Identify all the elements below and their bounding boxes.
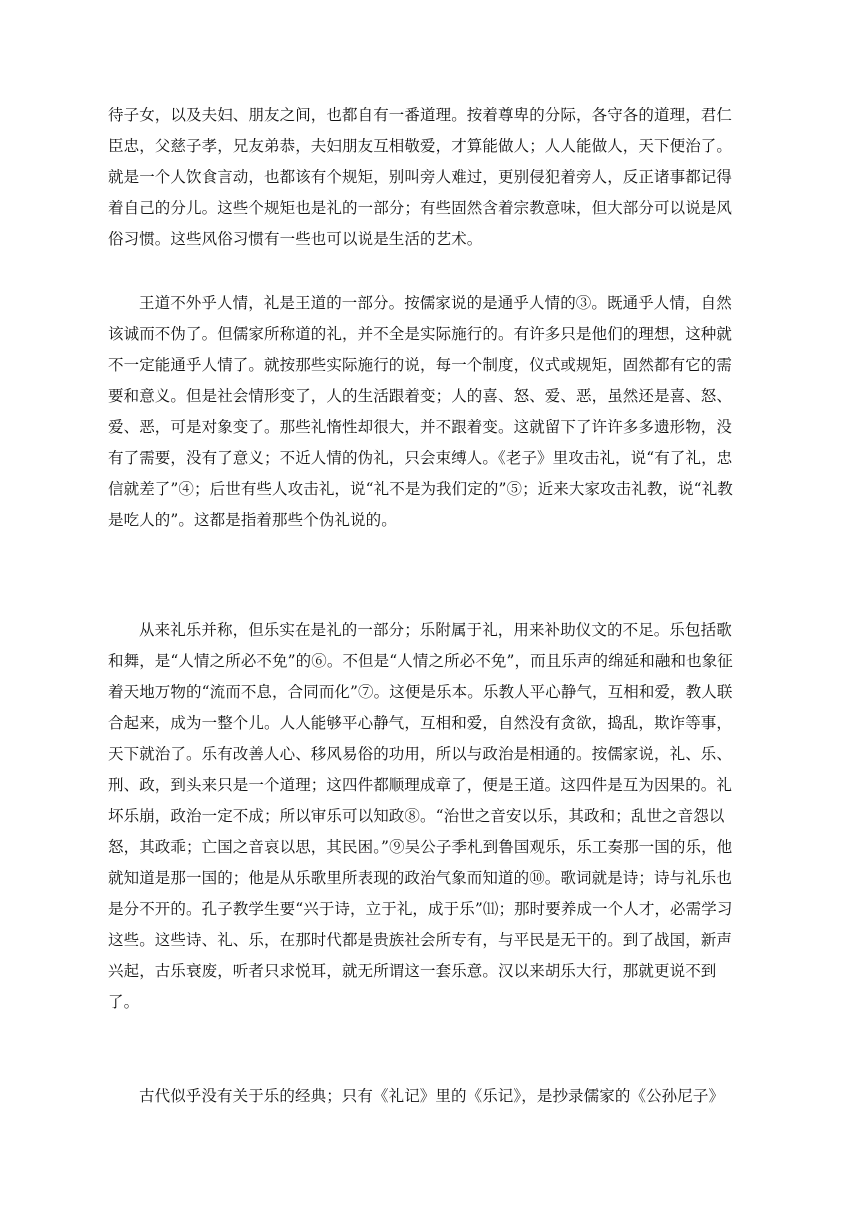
body-paragraph-4: 古代似乎没有关于乐的经典；只有《礼记》里的《乐记》，是抄录儒家的《公孙尼子》	[139, 1087, 725, 1105]
body-paragraph-1: 待子女，以及夫妇、朋友之间，也都自有一番道理。按着尊卑的分际，各守各的道理，君仁臣忠，父慈子孝，兄友弟恭，夫妇朋友互相敬爱，才算能做人；人人能做人，天下便治了。就是一个人饮食言动，也都该有个规矩，别叫旁人难过，更别侵犯着旁人，反正诸事都记得着自己的分儿。这些个规矩也是礼的一部分；有些固然含着宗教意味，但大部分可以说是风俗习惯。这些风俗习惯有一些也可以说是生活的艺术。	[108, 106, 733, 248]
body-paragraph-2: 王道不外乎人情，礼是王道的一部分。按儒家说的是通乎人情的③。既通乎人情，自然该诚而不伪了。但儒家所称道的礼，并不全是实际施行的。有许多只是他们的理想，这种就不一定能通乎人情了。就按那些实际施行的说，每一个制度，仪式或规矩，固然都有它的需要和意义。但是社会情形变了，人的生活跟着变；人的喜、怒、爱、恶，虽然还是喜、怒、爱、恶，可是对象变了。那些礼惰性却很大，并不跟着变。这就留下了许许多多遗形物，没有了需要，没有了意义；不近人情的伪礼，只会束缚人。《老子》里攻击礼，说“有了礼，忠信就差了”④；后世有些人攻击礼，说“礼不是为我们定的”⑤；近来大家攻击礼教，说“礼教是吃人的”。这都是指着那些个伪礼说的。	[108, 294, 733, 529]
body-paragraph-3: 从来礼乐并称，但乐实在是礼的一部分；乐附属于礼，用来补助仪文的不足。乐包括歌和舞，是“人情之所必不免”的⑥。不但是“人情之所必不免”，而且乐声的绵延和融和也象征着天地万物的“流而不息，合同而化”⑦。这便是乐本。乐教人平心静气，互相和爱，教人联合起来，成为一整个儿。人人能够平心静气，互相和爱，自然没有贪欲，捣乱，欺诈等事，天下就治了。乐有改善人心、移风易俗的功用，所以与政治是相通的。按儒家说，礼、乐、刑、政，到头来只是一个道理；这四件都顺理成章了，便是王道。这四件是互为因果的。礼坏乐崩，政治一定不成；所以审乐可以知政⑧。“治世之音安以乐，其政和；乱世之音怨以怒，其政乖；亡国之音哀以思，其民困。”⑨吴公子季札到鲁国观乐，乐工奏那一国的乐，他就知道是那一国的；他是从乐歌里所表现的政治气象而知道的⑩。歌词就是诗；诗与礼乐也是分不开的。孔子教学生要“兴于诗，立于礼，成于乐”⑾；那时要养成一个人才，必需学习这些。这些诗、礼、乐，在那时代都是贵族社会所专有，与平民是无干的。到了战国，新声兴起，古乐衰废，听者只求悦耳，就无所谓这一套乐意。汉以来胡乐大行，那就更说不到了。	[108, 621, 733, 1011]
